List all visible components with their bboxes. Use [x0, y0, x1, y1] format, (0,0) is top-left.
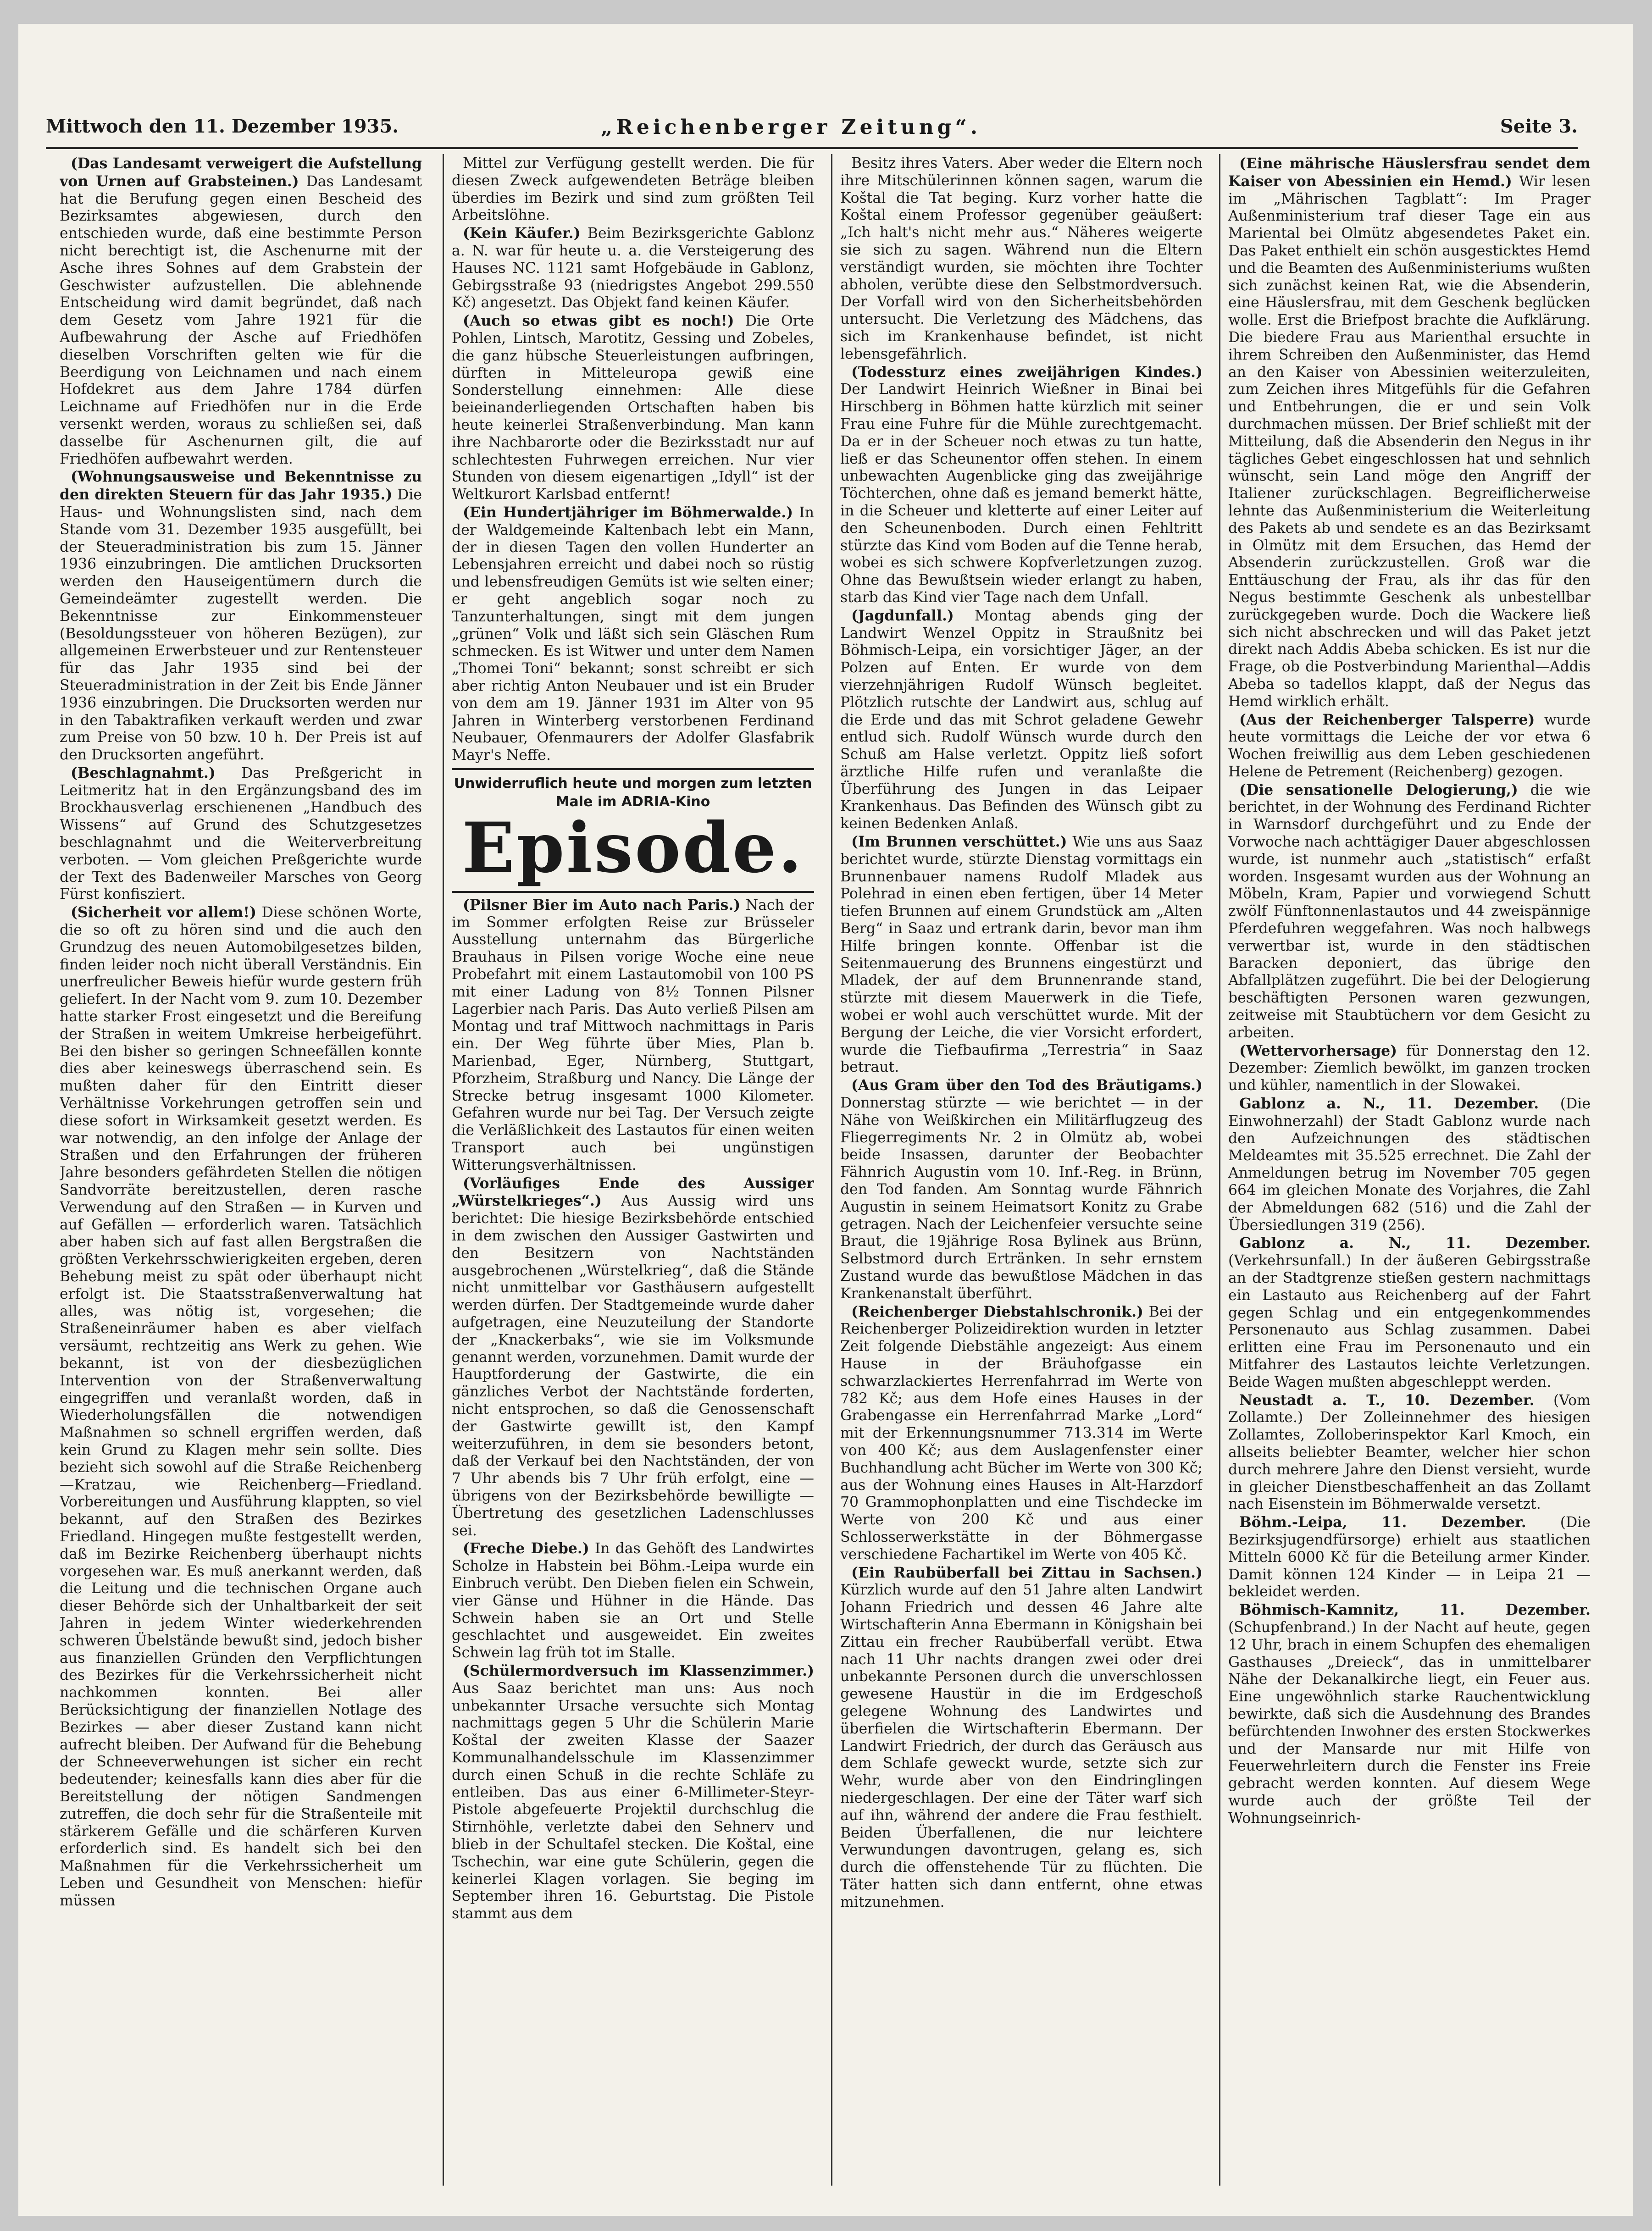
article [840, 155, 1203, 363]
newspaper-page [18, 24, 1633, 2216]
article [1228, 1042, 1591, 1095]
article [60, 155, 422, 468]
article-headline: (Reichenberger Diebstahlschronik.) [851, 1303, 1143, 1320]
article [452, 1175, 814, 1540]
article [1228, 1514, 1591, 1601]
article-headline: (Sicherheit vor allem!) [71, 904, 256, 921]
article-headline: (Freche Diebe.) [463, 1540, 589, 1557]
article-body: Besitz ihres Vaters. Aber weder die Eltern noch ihre Mitschülerinnen können sagen, warum die Koštal die Tat beging. Kurz vorher hatte die Koštal einem Professor gegenüber geäußert: „Ich halt's nicht mehr aus.“ Näheres weigerte sie sich zu sagen. Während nun die Eltern verständigt wurden, sie möchten ihre Tochter abholen, verübte diese den Selbstmordversuch. Der Vorfall wird von den Sicherheitsbehörden untersucht. Die Verletzung des Mädchens, das sich im Krankenhause befindet, ist nicht lebensgefährlich. [840, 155, 1203, 362]
ad-film-title: Episode. [462, 807, 804, 888]
article-headline: (Wohnungsausweise und Bekenntnisse zu den direkten Steuern für das Jahr 1935.) [60, 468, 422, 504]
article-headline: (Das Landesamt verweigert die Aufstellung von Urnen auf Grabsteinen.) [60, 155, 422, 190]
article-body: Wie uns aus Saaz berichtet wurde, stürzte Dienstag vormittags ein Brunnenbauer namens Rudolf Mladek aus Polehrad in einen eben fertigen, über 14 Meter tiefen Brunnen auf einem Grundstück am „Alten Berg“ in Saaz und ertrank darin, bevor man ihm Hilfe bringen konnte. Offenbar ist die Seitenmauerung des Brunnens eingestürzt und Mladek, der auf dem Brunnenrande stand, stürzte mit diesem Mauerwerk in die Tiefe, wobei er wohl auch verschüttet wurde. Mit der Bergung der Leiche, die vier Vorsicht erfordert, wurde die Tiefbaufirma „Terrestria“ in Saaz betraut. [840, 834, 1203, 1076]
column-2 [452, 155, 814, 2182]
article-body: Die Haus- und Wohnungslisten sind, nach dem Stande vom 31. Dezember 1935 ausgefüllt, bei der Steueradministration bis zum 15. Jänner 1936 einzubringen. Die amtlichen Drucksorten werden den Hauseigentümern durch die Gemeindeämter zugestellt werden. Die Bekenntnisse zur Einkommensteuer (Besoldungssteuer von höheren Bezügen), zur allgemeinen Erwerbsteuer und zur Rentensteuer für das Jahr 1935 sind bei der Steueradministration in der Zeit bis Ende Jänner 1936 einzubringen. Die Drucksorten werden nur in den Tabaktrafiken verkauft werden und zwar zum Preise von 50 bzw. 10 h. Der Preis ist auf den Drucksorten angeführt. [60, 487, 422, 764]
article [840, 1303, 1203, 1564]
article-headline: Böhm.-Leipa, 11. Dezember. [1239, 1514, 1526, 1531]
issue-date: Mittwoch den 11. Dezember 1935. [46, 116, 399, 137]
article-headline: (Kein Käufer.) [463, 225, 581, 242]
article-headline: (Ein Raubüberfall bei Zittau in Sachsen.) [851, 1564, 1203, 1581]
cinema-advertisement [452, 768, 814, 893]
article [1228, 1095, 1591, 1234]
article-body: Kürzlich wurde auf den 51 Jahre alten Landwirt Johann Friedrich und dessen 46 Jahre alte Wirtschafterin Anna Ebermann in Königshain bei Zittau ein frecher Raubüberfall verübt. Etwa nach 11 Uhr nachts drangen zwei oder drei unbekannte Personen durch die unverschlossen gewesene Haustür in die im Erdgeschoß gelegene Wohnung des Landwirtes und überfielen die Wirtschafterin Ebermann. Der Landwirt Friedrich, der durch das Geräusch aus dem Schlafe geweckt wurde, setzte sich zur Wehr, wurde aber von den Eindringlingen niedergeschlagen. Der eine der Täter warf sich auf ihn, während der andere die Frau festhielt. Beiden Überfallenen, die nur leichtere Verwundungen davontrugen, gelang es, sich durch die offenstehende Tür zu flüchten. Die Täter hatten sich dann entfernt, ohne etwas mitzunehmen. [840, 1582, 1203, 1910]
article [1228, 711, 1591, 781]
article [840, 364, 1203, 607]
article [60, 764, 422, 903]
article [452, 312, 814, 504]
page-number: Seite 3. [1500, 116, 1578, 137]
article [60, 468, 422, 764]
article-headline: (Eine mährische Häuslersfrau sendet dem Kaiser von Abessinien ein Hemd.) [1228, 155, 1591, 190]
article-headline: (Schülermordversuch im Klassenzimmer.) [463, 1662, 814, 1679]
column-rule [831, 154, 832, 2186]
article-headline: Neustadt a. T., 10. Dezember. [1239, 1391, 1535, 1409]
article-body: Bei der Reichenberger Polizeidirektion wurden in letzter Zeit folgende Diebstähle angezeigt: Aus einem Hause in der Bräuhofgasse ein schwarzlackiertes Herrenfahrrad im Werte von 782 Kč; aus dem Hofe eines Hauses in der Grabengasse ein Herrenfahrrad Marke „Lord“ mit der Erkennungsnummer 713.314 im Werte von 400 Kč; aus dem Auslagenfenster einer Buchhandlung acht Bücher im Werte von 300 Kč; aus der Wohnung eines Hauses in Alt-Harzdorf 70 Grammophonplatten und eine Tischdecke im Werte von 200 Kč und aus einer Schlosserwerkstätte in der Böhmergasse verschiedene Fachartikel im Werte von 405 Kč. [840, 1303, 1203, 1563]
article-body: Beim Bezirksgerichte Gablonz a. N. war für heute u. a. die Versteigerung des Hauses NC. 1121 samt Hofgebäude in Gablonz, Gebirgsstraße 93 (niedrigstes Angebot 299.550 Kč) angesetzt. Das Objekt fand keinen Käufer. [452, 225, 814, 311]
article-body: Mittel zur Verfügung gestellt werden. Die für diesen Zweck aufgewendeten Beträge bleiben überdies im Bezirk und sind zum größten Teil Arbeitslöhne. [452, 155, 814, 224]
article [1228, 1235, 1591, 1391]
article-body: (Verkehrsunfall.) In der äußeren Gebirgsstraße an der Stadtgrenze stießen gestern nachmittags ein Lastauto aus Reichenberg auf der Fahrt gegen Schlag und ein entgegenkommendes Personenauto aus Schlag zusammen. Dabei erlitten eine Frau im Personenauto und ein Mitfahrer des Lastautos leichte Verletzungen. Beide Wagen mußten abgeschleppt werden. [1228, 1252, 1591, 1390]
article-body: wurde heute vormittags die Leiche der vor etwa 6 Wochen freiwillig aus dem Leben geschiedenen Helene de Petrement (Reichenberg) gezogen. [1228, 711, 1591, 780]
article-body: die wie berichtet, in der Wohnung des Ferdinand Richter in Warnsdorf durchgeführt und zu Ende der Vorwoche nach achttägiger Dauer abgeschlossen wurde, ist nunmehr auch „statistisch“ erfaßt worden. Insgesamt wurden aus der Wohnung an Möbeln, Kram, Papier und vorwiegend Schutt zwölf Fünftonnenlastautos und 44 zweispännige Pferdefuhren weggefahren. Was noch halbwegs verwertbar ist, wurde in den städtischen Baracken deponiert, das übrige den Abfallplätzen zugeführt. Die bei der Delogierung beschäftigten Personen waren gezwungen, zeitweise mit Staubtüchern vor dem Gesicht zu arbeiten. [1228, 781, 1591, 1041]
article-list [1228, 155, 1591, 1827]
article-headline: (Im Brunnen verschüttet.) [851, 833, 1067, 851]
article-headline: (Aus der Reichenberger Talsperre) [1239, 711, 1535, 728]
column-rule [1219, 154, 1220, 2186]
article [452, 1662, 814, 1923]
article-body: In der Waldgemeinde Kaltenbach lebt ein Mann, der in diesen Tagen den vollen Hunderter an Lebensjahren erreicht und dabei noch so rüstig und lebensfreudigen Gemüts ist wie selten einer; er geht angeblich sogar noch zu Tanzunterhaltungen, singt mit dem jungen „grünen“ Volk und läßt sich sein Gläschen Rum schmecken. Es ist Witwer und unter dem Namen „Thomei Toni“ bekannt; sonst schreibt er sich aber richtig Anton Neubauer und ist ein Bruder von dem am 19. Jänner 1931 im Alter von 95 Jahren in Winterberg verstorbenen Ferdinand Neubauer, Ofenmaurers der Adolfer Glasfabrik Mayr's Neffe. [452, 504, 814, 764]
article-body: (Die Einwohnerzahl) der Stadt Gablonz wurde nach den Aufzeichnungen des städtischen Meldeamtes mit 35.525 errechnet. Die Zahl der Anmeldungen betrug im November 705 gegen 664 im gleichen Monate des Vorjahres, die Zahl der Abmeldungen 682 (516) und die Zahl der Übersiedlungen 319 (256). [1228, 1096, 1591, 1234]
article [1228, 1392, 1591, 1514]
column-3 [840, 155, 1203, 2182]
article-list [452, 897, 814, 1923]
article [1228, 155, 1591, 711]
article [840, 833, 1203, 1076]
article [452, 897, 814, 1174]
article-list [60, 155, 422, 1910]
article [840, 607, 1203, 833]
article-body: Das Preßgericht in Leitmeritz hat in den Ergänzungsband des im Brockhausverlag erschienenen „Handbuch des Wissens“ auf Grund des Schutzgesetzes beschlagnahmt und die Weiterverbreitung verboten. — Vom gleichen Preßgerichte wurde der Text des Badenweiler Marsches von Georg Fürst konfisziert. [60, 764, 422, 903]
article-headline: (Die sensationelle Delogierung,) [1239, 781, 1518, 798]
article-body: In das Gehöft des Landwirtes Scholze in Habstein bei Böhm.-Leipa wurde ein Einbruch verübt. Den Dieben fielen ein Schwein, vier Gänse und Hühner in die Hände. Das Schwein haben sie an Ort und Stelle geschlachtet und ausgeweidet. Ein zweites Schwein lag früh tot im Stalle. [452, 1540, 814, 1661]
article [1228, 1601, 1591, 1827]
article [840, 1564, 1203, 1911]
running-head [46, 116, 1578, 143]
article-body: Aus Aussig wird uns berichtet: Die hiesige Bezirksbehörde entschied in dem zwischen den Aussiger Gastwirten und den Besitzern von Nachtständen ausgebrochenen „Würstelkrieg“, daß die Stände nicht unmittelbar vor Gasthäusern aufgestellt werden dürfen. Der Stadtgemeinde wurde daher aufgetragen, eine Neuzuteilung der Standorte der „Knackerbaks“, wie sie im Volksmunde genannt werden, vorzunehmen. Damit wurde der Hauptforderung der Gastwirte, die ein gänzliches Verbot der Nachtstände forderten, nicht entsprochen, so daß die Genossenschaft der Gastwirte gewillt ist, den Kampf weiterzuführen, in dem sie besonders betont, daß der Verkauf bei den Nachtständen, der von 7 Uhr abends bis 7 Uhr früh erfolgt, eine — übrigens von der Bezirksbehörde bewilligte — Übertretung des gesetzlichen Ladenschlusses sei. [452, 1193, 814, 1539]
newspaper-name: „Reichenberger Zeitung“. [601, 116, 981, 139]
article [840, 1077, 1203, 1302]
article [1228, 781, 1591, 1042]
article-headline: (Pilsner Bier im Auto nach Paris.) [463, 896, 741, 913]
column-4 [1228, 155, 1591, 2182]
article [60, 904, 422, 1910]
article [452, 225, 814, 312]
article-headline: (Jagdunfall.) [851, 607, 954, 624]
article-headline: (Beschlagnahmt.) [71, 764, 216, 781]
article-list [840, 155, 1203, 1911]
article-body: (Schupfenbrand.) In der Nacht auf heute, gegen 12 Uhr, brach in einem Schupfen des ehemaligen Gasthauses „Dreieck“, das in unmittelbarer Nähe der Dekanalkirche liegt, ein Feuer aus. Eine ungewöhnlich starke Rauchentwicklung bewirkte, daß sich die Ausdehnung des Brandes befürchtenden Inwohner des ersten Stockwerkes und der Mansarde nur mit Hilfe von Feuerwehrleitern durch die Fenster ins Freie gebracht werden konnten. Auf diesem Wege wurde auch der größte Teil der Wohnungseinrich- [1228, 1619, 1591, 1827]
article [452, 504, 814, 764]
column-rule [443, 154, 444, 2186]
article-body: (Vom Zollamte.) Der Zolleinnehmer des hiesigen Zollamtes, Zolloberinspektor Karl Kmoch, ein allseits beliebter Beamter, welcher hier schon durch mehrere Jahre den Dienst versieht, wurde in gleicher Dienstbeschaffenheit an das Zollamt nach Eisenstein im Böhmerwalde versetzt. [1228, 1392, 1591, 1513]
article-headline: (Vorläufiges Ende des Aussiger „Würstelkrieges“.) [452, 1174, 814, 1210]
article-body: Nach der im Sommer erfolgten Reise zur Brüsseler Ausstellung unternahm das Bürgerliche Brauhaus in Pilsen vorige Woche eine neue Probefahrt mit einem Lastautomobil von 100 PS mit einer Ladung von 8½ Tonnen Pilsner Lagerbier nach Paris. Das Auto verließ Pilsen am Montag und traf Mittwoch nachmittags in Paris ein. Der Weg führte über Mies, Plan b. Marienbad, Eger, Nürnberg, Stuttgart, Pforzheim, Straßburg und Nancy. Die Länge der Strecke betrug insgesamt 1000 Kilometer. Gefahren wurde nur bei Tag. Der Versuch zeigte die Verläßlichkeit des Lastautos für einen weiten Transport auch bei ungünstigen Witterungsverhältnissen. [452, 897, 814, 1174]
article-list [452, 155, 814, 764]
article-body: Montag abends ging der Landwirt Wenzel Oppitz in Straußnitz bei Böhmisch-Leipa, ein vorsichtiger Jäger, an der Polzen auf Enten. Er wurde von dem vierzehnjährigen Rudolf Wünsch begleitet. Plötzlich rutschte der Landwirt aus, schlug auf die Erde und das mit Schrot geladene Gewehr entlud sich. Rudolf Wünsch wurde durch den Schuß am Halse verletzt. Oppitz ließ sofort ärztliche Hilfe rufen und veranlaßte die Überführung des Jungen in das Leipaer Krankenhaus. Das Befinden des Wünsch gibt zu keinen Bedenken Anlaß. [840, 607, 1203, 832]
article-body: Die Orte Pohlen, Lintsch, Marotitz, Gessing und Zobeles, die ganz hübsche Steuerleistungen aufbringen, dürften in Mitteleuropa gewiß eine Sonderstellung einnehmen: Alle diese beieinanderliegenden Ortschaften haben bis heute keinerlei Straßenverbindung. Man kann ihre Nachbarorte oder die Bezirksstadt nur auf schlechtesten Fuhrwegen erreichen. Nur vier Stunden von diesem eigenartigen „Idyll“ ist der Weltkurort Karlsbad entfernt! [452, 313, 814, 503]
article-headline: (Wettervorhersage) [1239, 1042, 1397, 1059]
article [452, 1540, 814, 1662]
column-1 [60, 155, 422, 2182]
article-body: Aus Saaz berichtet man uns: Aus noch unbekannter Ursache versuchte sich Montag nachmittags gegen 5 Uhr die Schülerin Marie Koštal der zweiten Klasse der Saazer Kommunalhandelsschule im Klassenzimmer durch einen Schuß in die rechte Schläfe zu entleiben. Das aus einer 6-Millimeter-Steyr-Pistole abgefeuerte Projektil durchschlug die Stirnhöhle, verletzte dabei den Sehnerv und blieb in der Schultafel stecken. Die Koštal, eine Tschechin, war eine gute Schülerin, gegen die keinerlei Klagen vorlagen. Sie beging im September ihren 16. Geburtstag. Die Pistole stammt aus dem [452, 1680, 814, 1922]
header-rule [46, 147, 1578, 149]
article-headline: Böhmisch-Kamnitz, 11. Dezember. [1239, 1601, 1591, 1619]
article-body: (Die Bezirksjugendfürsorge) erhielt aus staatlichen Mitteln 6000 Kč für die Beteilung armer Kinder. Damit können 124 Kinder — in Leipa 21 — bekleidet werden. [1228, 1514, 1591, 1600]
article-body: Wir lesen im „Mährischen Tagblatt“: Im Prager Außenministerium traf dieser Tage ein aus Mariental bei Olmütz abgesendetes Paket ein. Das Paket enthielt ein schön ausgesticktes Hemd und die Beamten des Außenministeriums wußten sich zunächst keinen Rat, wie die Absenderin, eine Häuslersfrau, mit dem Geschenk beglücken wolle. Erst die Briefpost brachte die Aufklärung. Die biedere Frau aus Marienthal ersuchte in ihrem Schreiben den Außenminister, das Hemd an den Kaiser von Abessinien weiterzuleiten, zum Zeichen ihres Mitgefühls für die Gefahren und Entbehrungen, die er und sein Volk durchmachen müssen. Der Brief schließt mit der Mitteilung, daß die Absenderin den Negus in ihr tägliches Gebet eingeschlossen hat und sehnlich wünscht, sein Land möge den Angriff der Italiener zurückschlagen. Begreiflicherweise lehnte das Außenministerium die Weiterleitung des Pakets ab und sendete es an das Bezirksamt in Olmütz mit dem Ersuchen, das Hemd der Absenderin zurückzustellen. Groß war die Enttäuschung der Frau, als ihr das für den Negus bestimmte Geschenk als unbestellbar zurückgegeben wurde. Doch die Wackere ließ sich nicht abschrecken und will das Paket jetzt direkt nach Addis Abeba schicken. Es ist nur die Frage, ob die Postverbindung Marienthal—Addis Abeba so tadellos klappt, daß der Negus das Hemd wirklich erhält. [1228, 173, 1591, 710]
ad-text: Unwiderruflich heute und morgen zum letzten [454, 775, 812, 792]
article-body: für Donnerstag den 12. Dezember: Ziemlich bewölkt, im ganzen trocken und kühler, namentlich in der Slowakei. [1228, 1042, 1591, 1094]
ad-text: Male im ADRIA-Kino [555, 793, 710, 810]
article-body: Das Landesamt hat die Berufung gegen einen Bescheid des Bezirksamtes abgewiesen, durch den entschieden wurde, daß eine bestimmte Person nicht berechtigt ist, die Aschenurne mit der Asche ihres Sohnes auf dem Grabstein der Geschwister aufzustellen. Die ablehnende Entscheidung wird damit begründet, daß nach dem Gesetz vom Jahre 1921 für die Aufbewahrung der Asche auf Friedhöfen dieselben Vorschriften gelten wie für die Beerdigung von Leichnamen und nach einem Hofdekret aus dem Jahre 1784 dürfen Leichname auf Friedhöfen nur in die Erde versenkt werden, woraus zu schließen sei, daß dasselbe für Aschenurnen gilt, die auf Friedhöfen aufbewahrt werden. [60, 173, 422, 467]
article-body: Diese schönen Worte, die so oft zu hören sind und die auch den Grundzug des neuen Automobilgesetzes bilden, finden leider noch nicht überall Verständnis. Ein unerfreulicher Beweis hiefür wurde gestern früh geliefert. In der Nacht vom 9. zum 10. Dezember hatte starker Frost eingesetzt und die Bereifung der Straßen in weitem Umkreise herbeigeführt. Bei den bisher so geringen Schneefällen konnte dies aber keineswegs überraschend sein. Es mußten daher für den Eintritt dieser Verhältnisse Vorkehrungen getroffen sein und diese sofort in Wirksamkeit gesetzt werden. Es war notwendig, an den infolge der Anlage der Straßen und den Erfahrungen der früheren Jahre besonders gefährdeten Stellen die nötigen Sandvorräte bereitzustellen, deren rasche Verwendung auf den Straßen — in Kurven und auf Gefällen — erforderlich waren. Tatsächlich aber haben sich auf fast allen Bergstraßen die größten Verkehrsschwierigkeiten ergeben, deren Behebung meist zu spät oder überhaupt nicht erfolgt ist. Die Staatsstraßenverwaltung hat alles, was nötig ist, vorgesehen; die Straßeneinräumer haben es aber vielfach versäumt, rechtzeitig ans Werk zu gehen. Wie bekannt, ist von der diesbezüglichen Intervention von der Straßenverwaltung eingegriffen und veranlaßt worden, daß in Wiederholungsfällen die notwendigen Maßnahmen so schnell ergriffen werden, daß kein Grund zu Klagen mehr sein sollte. Dies bezieht sich sowohl auf die Straße Reichenberg—Kratzau, wie Reichenberg—Friedland. Vorbereitungen und Ausführung klappten, so viel bekannt, auf den Straßen des Bezirkes Friedland. Hingegen mußte festgestellt werden, daß im Bezirke Reichenberg überhaupt nichts vorgesehen war. Es muß anerkannt werden, daß die Leitung und die technischen Organe auch dieser Behörde sich der Unhaltbarkeit der seit Jahren in jedem Winter wiederkehrenden schweren Übelstände bewußt sind, jedoch bisher aus finanziellen Gründen den Verpflichtungen des Bezirkes für die Verkehrssicherheit nicht nachkommen konnten. Bei aller Berücksichtigung der finanziellen Notlage des Bezirkes — aber dieser Zustand kann nicht aufrecht bleiben. Der Aufwand für die Behebung der Schneeverwehungen ist sicher ein recht bedeutender; keinesfalls kann dies aber für die Bereitstellung der nötigen Sandmengen zutreffen, die doch sehr für die Straßenteile mit stärkerem Gefälle und die schärferen Kurven erforderlich sind. Es handelt sich bei den Maßnahmen für die Verkehrssicherheit um Leben und Gesundheit von Menschen: hiefür müssen [60, 904, 422, 1909]
article-headline: (Auch so etwas gibt es noch!) [463, 312, 734, 330]
article-headline: (Ein Hundertjähriger im Böhmerwalde.) [463, 504, 793, 521]
article [452, 155, 814, 224]
article-headline: (Aus Gram über den Tod des Bräutigams.) [851, 1077, 1203, 1094]
article-body: Donnerstag stürzte — wie berichtet — in der Nähe von Weißkirchen ein Militärflugzeug des Fliegerregiments Nr. 2 in Olmütz ab, wobei beide Insassen, darunter der Beobachter Fähnrich Augustin vom 10. Inf.-Reg. in Brünn, den Tod fanden. Am Sonntag wurde Fähnrich Augustin in seinem Heimatsort Konitz zu Grabe getragen. Nach der Leichenfeier versuchte seine Braut, die 19jährige Rosa Bylinek aus Brünn, Selbstmord durch Ertränken. In sehr ernstem Zustand wurde das bewußtlose Mädchen in das Krankenanstalt überführt. [840, 1095, 1203, 1302]
article-headline: Gablonz a. N., 11. Dezember. [1239, 1095, 1539, 1113]
article-headline: Gablonz a. N., 11. Dezember. [1239, 1235, 1591, 1252]
article-body: Der Landwirt Heinrich Wießner in Binai bei Hirschberg in Böhmen hatte kürzlich mit seiner Frau eine Fuhre für die Mühle zurechtgemacht. Da er in der Scheuer noch etwas zu tun hatte, ließ er das Scheunentor offen stehen. In einem unbewachten Augenblicke ging das zweijährige Töchterchen, ohne daß es jemand bemerkt hätte, in die Scheuer und kletterte auf einer Leiter auf den Scheunenboden. Durch einen Fehltritt stürzte das Kind vom Boden auf die Tenne herab, wobei es sich schwere Kopfverletzungen zuzog. Ohne das Bewußtsein wieder erlangt zu haben, starb das Kind vier Tage nach dem Unfall. [840, 381, 1203, 606]
article-headline: (Todessturz eines zweijährigen Kindes.) [851, 363, 1203, 381]
